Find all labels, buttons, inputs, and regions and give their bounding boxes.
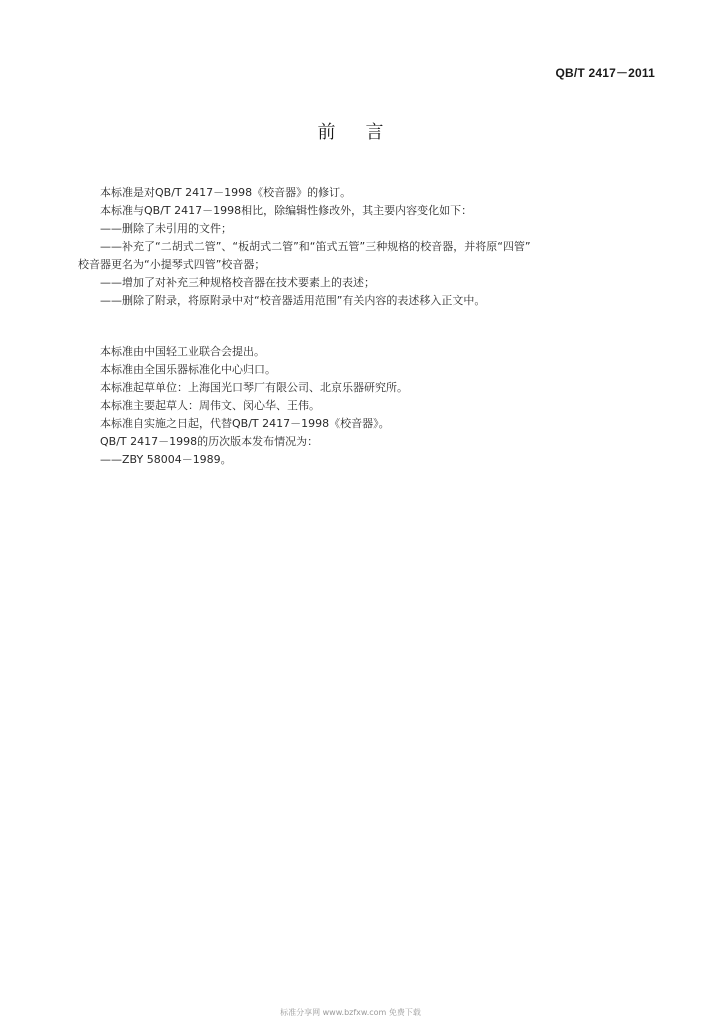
list-item: ——增加了对补充三种规格校音器在技术要素上的表述； — [100, 276, 375, 289]
paragraph-line: 本标准起草单位：上海国光口琴厂有限公司、北京乐器研究所。 — [100, 381, 408, 394]
list-item: ——删除了附录，将原附录中对“校音器适用范围”有关内容的表述移入正文中。 — [100, 294, 486, 307]
paragraph-line: 本标准自实施之日起，代替QB/T 2417－1998《校音器》。 — [100, 417, 390, 430]
revision-section — [78, 184, 660, 310]
footer-watermark: 标准分享网 www.bzfxw.com 免费下载 — [280, 1008, 421, 1017]
list-item: ——补充了“二胡式二管”、“板胡式二管”和“笛式五管”三种规格的校音器，并将原“四管” — [100, 240, 531, 253]
paragraph-line: 本标准与QB/T 2417－1998相比，除编辑性修改外，其主要内容变化如下： — [100, 204, 473, 217]
page-title: 前言 — [317, 122, 414, 143]
paragraph-line: 本标准由全国乐器标准化中心归口。 — [100, 363, 276, 376]
list-item-continuation: 校音器更名为“小提琴式四管”校音器； — [78, 258, 266, 271]
drafting-info-section — [78, 343, 660, 469]
list-item: ——删除了未引用的文件； — [100, 222, 232, 235]
paragraph-line: 本标准是对QB/T 2417－1998《校音器》的修订。 — [100, 186, 352, 199]
list-item: ——ZBY 58004－1989。 — [100, 453, 232, 466]
paragraph-line: 本标准由中国轻工业联合会提出。 — [100, 345, 265, 358]
standard-code: QB/T 2417－2011 — [555, 66, 655, 80]
paragraph-line: 本标准主要起草人：周伟文、闵心华、王伟。 — [100, 399, 320, 412]
paragraph-line: QB/T 2417－1998的历次版本发布情况为： — [100, 435, 319, 448]
